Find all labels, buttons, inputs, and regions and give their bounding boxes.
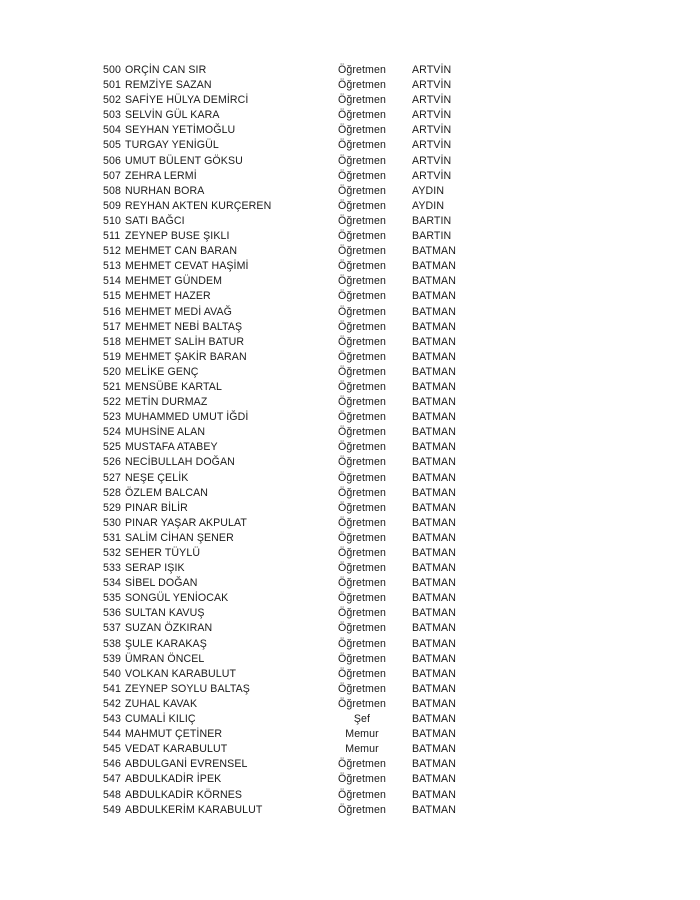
list-row [103, 667, 463, 682]
job-title: Öğretmen [338, 79, 386, 92]
job-title: Öğretmen [338, 758, 386, 771]
row-number: 539 [103, 652, 121, 665]
list-row [103, 486, 463, 501]
person-name: PINAR BİLİR [125, 501, 188, 514]
list-row [103, 772, 463, 787]
person-name: ABDULKADİR İPEK [125, 773, 222, 786]
job-title: Öğretmen [338, 697, 386, 710]
person-name: SİBEL DOĞAN [125, 577, 198, 590]
city-name: BATMAN [412, 773, 456, 786]
job-title: Öğretmen [338, 637, 386, 650]
list-row [103, 350, 463, 365]
row-number: 517 [103, 320, 121, 333]
job-title: Öğretmen [338, 380, 386, 393]
city-name: BATMAN [412, 713, 456, 726]
person-name: MUSTAFA ATABEY [125, 441, 218, 454]
list-row [103, 184, 463, 199]
list-row [103, 501, 463, 516]
city-name: BATMAN [412, 501, 456, 514]
person-name: TURGAY YENİGÜL [125, 139, 219, 152]
person-name: ABDULGANİ EVRENSEL [125, 758, 248, 771]
person-name: NURHAN BORA [125, 184, 205, 197]
list-row [103, 365, 463, 380]
job-title: Öğretmen [338, 607, 386, 620]
row-number: 519 [103, 350, 121, 363]
row-number: 530 [103, 516, 121, 529]
list-row [103, 244, 463, 259]
person-name: NECİBULLAH DOĞAN [125, 456, 235, 469]
person-name: REMZİYE SAZAN [125, 79, 212, 92]
personnel-list [103, 63, 463, 818]
job-title: Öğretmen [338, 335, 386, 348]
job-title: Öğretmen [338, 803, 386, 816]
row-number: 524 [103, 426, 121, 439]
city-name: BATMAN [412, 652, 456, 665]
row-number: 544 [103, 728, 121, 741]
row-number: 546 [103, 758, 121, 771]
city-name: BATMAN [412, 260, 456, 273]
list-row [103, 199, 463, 214]
row-number: 520 [103, 365, 121, 378]
person-name: ÖZLEM BALCAN [125, 486, 209, 499]
row-number: 523 [103, 411, 121, 424]
list-row [103, 335, 463, 350]
list-row [103, 395, 463, 410]
row-number: 536 [103, 607, 121, 620]
person-name: ZEHRA LERMİ [125, 169, 197, 182]
city-name: BATMAN [412, 305, 456, 318]
job-title: Öğretmen [338, 320, 386, 333]
row-number: 506 [103, 154, 121, 167]
city-name: BATMAN [412, 486, 456, 499]
city-name: BATMAN [412, 562, 456, 575]
job-title: Öğretmen [338, 652, 386, 665]
person-name: ŞULE KARAKAŞ [125, 637, 207, 650]
job-title: Öğretmen [338, 154, 386, 167]
person-name: MAHMUT ÇETİNER [125, 728, 223, 741]
job-title: Öğretmen [338, 501, 386, 514]
row-number: 512 [103, 245, 121, 258]
list-row [103, 471, 463, 486]
city-name: ARTVİN [412, 169, 452, 182]
list-row [103, 455, 463, 470]
list-row [103, 380, 463, 395]
job-title: Öğretmen [338, 622, 386, 635]
job-title: Şef [353, 713, 371, 726]
row-number: 542 [103, 697, 121, 710]
city-name: BATMAN [412, 592, 456, 605]
list-row [103, 531, 463, 546]
row-number: 531 [103, 531, 121, 544]
list-row [103, 712, 463, 727]
list-row [103, 169, 463, 184]
city-name: BATMAN [412, 758, 456, 771]
list-row [103, 78, 463, 93]
person-name: UMUT BÜLENT GÖKSU [125, 154, 243, 167]
job-title: Öğretmen [338, 682, 386, 695]
row-number: 525 [103, 441, 121, 454]
list-row [103, 652, 463, 667]
row-number: 526 [103, 456, 121, 469]
city-name: BATMAN [412, 320, 456, 333]
row-number: 509 [103, 199, 121, 212]
person-name: MEHMET SALİH BATUR [125, 335, 245, 348]
list-row [103, 123, 463, 138]
job-title: Öğretmen [338, 667, 386, 680]
row-number: 527 [103, 471, 121, 484]
row-number: 504 [103, 124, 121, 137]
city-name: ARTVİN [412, 64, 452, 76]
job-title: Öğretmen [338, 456, 386, 469]
job-title: Öğretmen [338, 169, 386, 182]
job-title: Öğretmen [338, 199, 386, 212]
row-number: 528 [103, 486, 121, 499]
job-title: Öğretmen [338, 290, 386, 303]
list-row [103, 425, 463, 440]
row-number: 537 [103, 622, 121, 635]
row-number: 505 [103, 139, 121, 152]
city-name: BATMAN [412, 350, 456, 363]
person-name: SEYHAN YETİMOĞLU [125, 124, 236, 137]
job-title: Öğretmen [338, 275, 386, 288]
list-row [103, 757, 463, 772]
person-name: MUHAMMED UMUT İĞDİ [125, 411, 249, 424]
job-title: Öğretmen [338, 350, 386, 363]
city-name: BATMAN [412, 637, 456, 650]
city-name: BATMAN [412, 743, 456, 756]
city-name: BATMAN [412, 456, 456, 469]
city-name: ARTVİN [412, 94, 452, 107]
person-name: SAFİYE HÜLYA DEMİRCİ [125, 94, 249, 107]
person-name: MEHMET ŞAKİR BARAN [125, 350, 247, 363]
person-name: VOLKAN KARABULUT [125, 667, 237, 680]
list-row [103, 788, 463, 803]
job-title: Memur [345, 728, 379, 741]
job-title: Öğretmen [338, 516, 386, 529]
row-number: 510 [103, 214, 121, 227]
row-number: 545 [103, 743, 121, 756]
row-number: 522 [103, 396, 121, 409]
job-title: Öğretmen [338, 471, 386, 484]
row-number: 541 [103, 682, 121, 695]
job-title: Öğretmen [338, 562, 386, 575]
person-name: MEHMET HAZER [125, 290, 211, 303]
person-name: SEHER TÜYLÜ [125, 547, 201, 559]
city-name: BATMAN [412, 728, 456, 741]
job-title: Öğretmen [338, 245, 386, 258]
row-number: 501 [103, 79, 121, 92]
city-name: ARTVİN [412, 79, 452, 92]
list-row [103, 591, 463, 606]
city-name: BARTIN [412, 214, 452, 227]
person-name: MENSÜBE KARTAL [125, 380, 222, 393]
row-number: 511 [103, 230, 121, 243]
city-name: BATMAN [412, 245, 456, 258]
list-row [103, 274, 463, 289]
row-number: 547 [103, 773, 121, 786]
job-title: Öğretmen [338, 214, 386, 227]
person-name: MUHSİNE ALAN [125, 426, 206, 439]
list-row [103, 727, 463, 742]
person-name: ORÇİN CAN SIR [125, 64, 207, 76]
person-name: SUZAN ÖZKIRAN [125, 622, 213, 635]
job-title: Öğretmen [338, 94, 386, 107]
person-name: SALİM CİHAN ŞENER [125, 531, 234, 544]
list-row [103, 546, 463, 561]
list-row [103, 289, 463, 304]
job-title: Öğretmen [338, 547, 386, 559]
list-row [103, 63, 463, 78]
person-name: ZEYNEP SOYLU BALTAŞ [125, 682, 250, 695]
person-name: MEHMET MEDİ AVAĞ [125, 305, 232, 318]
city-name: BATMAN [412, 380, 456, 393]
job-title: Öğretmen [338, 426, 386, 439]
list-row [103, 576, 463, 591]
list-row [103, 637, 463, 652]
row-number: 513 [103, 260, 121, 273]
job-title: Öğretmen [338, 411, 386, 424]
city-name: BATMAN [412, 788, 456, 801]
person-name: MEHMET NEBİ BALTAŞ [125, 320, 243, 333]
job-title: Öğretmen [338, 486, 386, 499]
person-name: MEHMET CAN BARAN [125, 245, 238, 258]
person-name: PINAR YAŞAR AKPULAT [125, 516, 248, 529]
job-title: Öğretmen [338, 788, 386, 801]
person-name: MEHMET CEVAT HAŞİMİ [125, 260, 249, 273]
city-name: BATMAN [412, 290, 456, 303]
person-name: SERAP IŞIK [125, 562, 185, 575]
list-row [103, 621, 463, 636]
city-name: BATMAN [412, 577, 456, 590]
person-name: SULTAN KAVUŞ [125, 607, 205, 620]
city-name: ARTVİN [412, 139, 452, 152]
row-number: 500 [103, 64, 121, 76]
city-name: ARTVİN [412, 124, 452, 137]
job-title: Öğretmen [338, 124, 386, 137]
row-number: 514 [103, 275, 121, 288]
city-name: BATMAN [412, 441, 456, 454]
row-number: 518 [103, 335, 121, 348]
row-number: 540 [103, 667, 121, 680]
city-name: BATMAN [412, 411, 456, 424]
row-number: 543 [103, 713, 121, 726]
person-name: ÜMRAN ÖNCEL [125, 652, 205, 665]
list-row [103, 561, 463, 576]
list-row [103, 803, 463, 818]
person-name: MELİKE GENÇ [125, 365, 199, 378]
person-name: ABDULKADİR KÖRNES [125, 788, 243, 801]
person-name: METİN DURMAZ [125, 396, 208, 409]
row-number: 548 [103, 788, 121, 801]
list-row [103, 410, 463, 425]
city-name: BARTIN [412, 230, 452, 243]
person-name: ZUHAL KAVAK [125, 697, 198, 710]
job-title: Öğretmen [338, 577, 386, 590]
city-name: BATMAN [412, 365, 456, 378]
job-title: Öğretmen [338, 396, 386, 409]
city-name: BATMAN [412, 396, 456, 409]
list-row [103, 305, 463, 320]
list-row [103, 229, 463, 244]
city-name: AYDIN [412, 199, 445, 212]
list-row [103, 606, 463, 621]
job-title: Öğretmen [338, 184, 386, 197]
city-name: BATMAN [412, 335, 456, 348]
job-title: Öğretmen [338, 305, 386, 318]
list-row [103, 320, 463, 335]
person-name: SONGÜL YENİOCAK [125, 592, 229, 605]
city-name: BATMAN [412, 426, 456, 439]
city-name: BATMAN [412, 471, 456, 484]
row-number: 508 [103, 184, 121, 197]
job-title: Öğretmen [338, 260, 386, 273]
person-name: CUMALİ KILIÇ [125, 713, 196, 726]
list-row [103, 93, 463, 108]
row-number: 534 [103, 577, 121, 590]
city-name: BATMAN [412, 697, 456, 710]
list-row [103, 440, 463, 455]
row-number: 503 [103, 109, 121, 122]
person-name: SATI BAĞCI [125, 214, 185, 227]
person-name: VEDAT KARABULUT [125, 743, 228, 756]
person-name: NEŞE ÇELİK [125, 471, 189, 484]
list-row [103, 742, 463, 757]
row-number: 507 [103, 169, 121, 182]
city-name: BATMAN [412, 622, 456, 635]
job-title: Öğretmen [338, 365, 386, 378]
city-name: BATMAN [412, 682, 456, 695]
job-title: Öğretmen [338, 531, 386, 544]
list-row [103, 682, 463, 697]
city-name: BATMAN [412, 607, 456, 620]
row-number: 549 [103, 803, 121, 816]
job-title: Öğretmen [338, 139, 386, 152]
job-title: Öğretmen [338, 230, 386, 243]
row-number: 535 [103, 592, 121, 605]
row-number: 515 [103, 290, 121, 303]
list-row [103, 214, 463, 229]
city-name: BATMAN [412, 275, 456, 288]
city-name: ARTVİN [412, 109, 452, 122]
list-row [103, 108, 463, 123]
list-row [103, 259, 463, 274]
city-name: BATMAN [412, 667, 456, 680]
job-title: Öğretmen [338, 773, 386, 786]
city-name: ARTVİN [412, 154, 452, 167]
person-name: ABDULKERİM KARABULUT [125, 803, 263, 816]
row-number: 538 [103, 637, 121, 650]
city-name: BATMAN [412, 547, 456, 559]
row-number: 516 [103, 305, 121, 318]
list-row [103, 138, 463, 153]
city-name: BATMAN [412, 531, 456, 544]
row-number: 521 [103, 380, 121, 393]
person-name: MEHMET GÜNDEM [125, 275, 223, 288]
city-name: BATMAN [412, 516, 456, 529]
job-title: Öğretmen [338, 109, 386, 122]
row-number: 502 [103, 94, 121, 107]
job-title: Öğretmen [338, 64, 386, 76]
city-name: AYDIN [412, 184, 445, 197]
person-name: ZEYNEP BUSE ŞIKLI [125, 230, 230, 243]
row-number: 532 [103, 547, 121, 559]
job-title: Öğretmen [338, 441, 386, 454]
row-number: 529 [103, 501, 121, 514]
city-name: BATMAN [412, 803, 456, 816]
list-row [103, 154, 463, 169]
person-name: REYHAN AKTEN KURÇEREN [125, 199, 272, 212]
list-row [103, 516, 463, 531]
job-title: Memur [345, 743, 379, 756]
job-title: Öğretmen [338, 592, 386, 605]
row-number: 533 [103, 562, 121, 575]
list-row [103, 697, 463, 712]
person-name: SELVİN GÜL KARA [125, 109, 220, 122]
